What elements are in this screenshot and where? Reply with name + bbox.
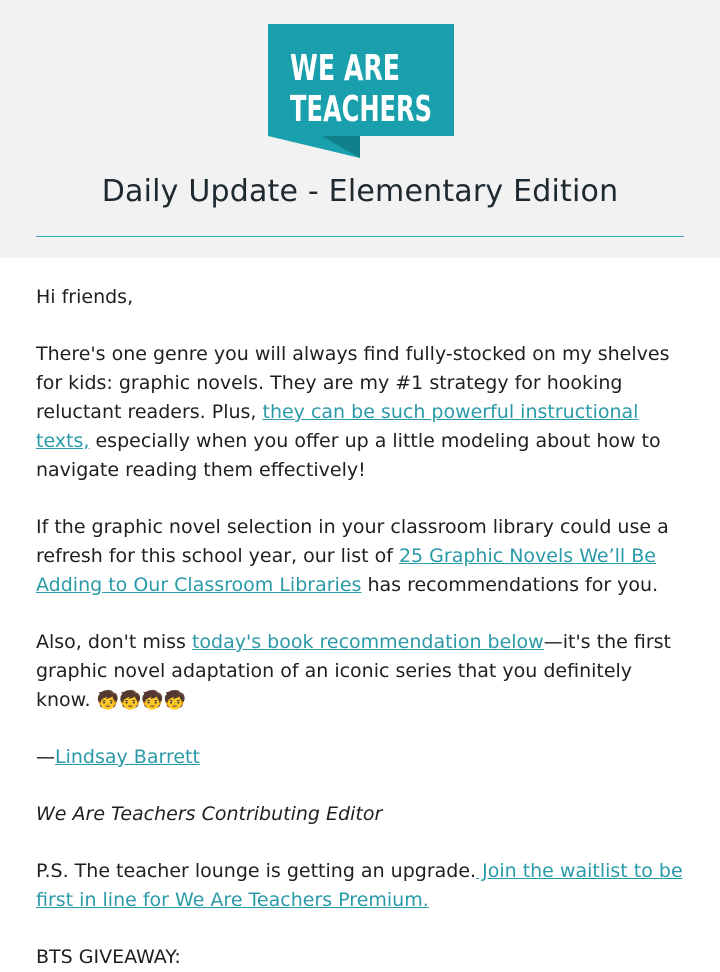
giveaway-heading: BTS GIVEAWAY: bbox=[36, 946, 181, 968]
paragraph-intro-text-a: There's one genre you will always find fully-stocked on my shelves for kids: graphic novels. They are my #1 strategy for hooking reluctant readers. Plus, bbox=[36, 343, 670, 423]
edition-title: Daily Update - Elementary Edition bbox=[101, 174, 619, 209]
premium-waitlist-link[interactable]: Join the waitlist to be first in line for We Are Teachers Premium. bbox=[36, 860, 683, 911]
paragraph-ps bbox=[36, 857, 684, 915]
graphic-novels-list-link[interactable]: 25 Graphic Novels We’ll Be Adding to Our Classroom Libraries bbox=[36, 545, 656, 596]
greeting: Hi friends, bbox=[36, 286, 134, 308]
author-name-link[interactable]: Lindsay Barrett bbox=[55, 746, 200, 768]
email-header bbox=[0, 0, 720, 258]
paragraph-library bbox=[36, 513, 684, 600]
logo-text-line1: WE ARE bbox=[290, 48, 400, 89]
logo-text-line2: TEACHERS bbox=[290, 89, 432, 130]
paragraph-recommendation bbox=[36, 628, 684, 715]
paragraph-library-text-b: has recommendations for you. bbox=[361, 574, 659, 596]
paragraph-recommendation-text-b: —it's the first graphic novel adaptation of an iconic series that you definitely know. bbox=[36, 631, 671, 711]
we-are-teachers-logo[interactable] bbox=[268, 24, 454, 158]
ps-text: P.S. The teacher lounge is getting an upgrade. bbox=[36, 860, 477, 882]
email-body bbox=[0, 258, 720, 972]
signature-line bbox=[36, 743, 684, 772]
paragraph-library-text-a: If the graphic novel selection in your classroom library could use a refresh for this school year, our list of bbox=[36, 516, 669, 567]
child-emoji-icons: 🧒🧒🧒🧒 bbox=[96, 690, 187, 711]
signature-dash: — bbox=[36, 746, 55, 768]
paragraph-intro bbox=[36, 340, 684, 485]
paragraph-intro-text-b: especially when you offer up a little modeling about how to navigate reading them effectively! bbox=[36, 430, 661, 481]
author-title: We Are Teachers Contributing Editor bbox=[36, 803, 383, 825]
book-recommendation-link[interactable]: today's book recommendation below bbox=[191, 631, 544, 653]
header-divider bbox=[36, 236, 684, 237]
paragraph-recommendation-text-a: Also, don't miss bbox=[36, 631, 192, 653]
instructional-texts-link[interactable]: they can be such powerful instructional texts, bbox=[36, 401, 639, 452]
